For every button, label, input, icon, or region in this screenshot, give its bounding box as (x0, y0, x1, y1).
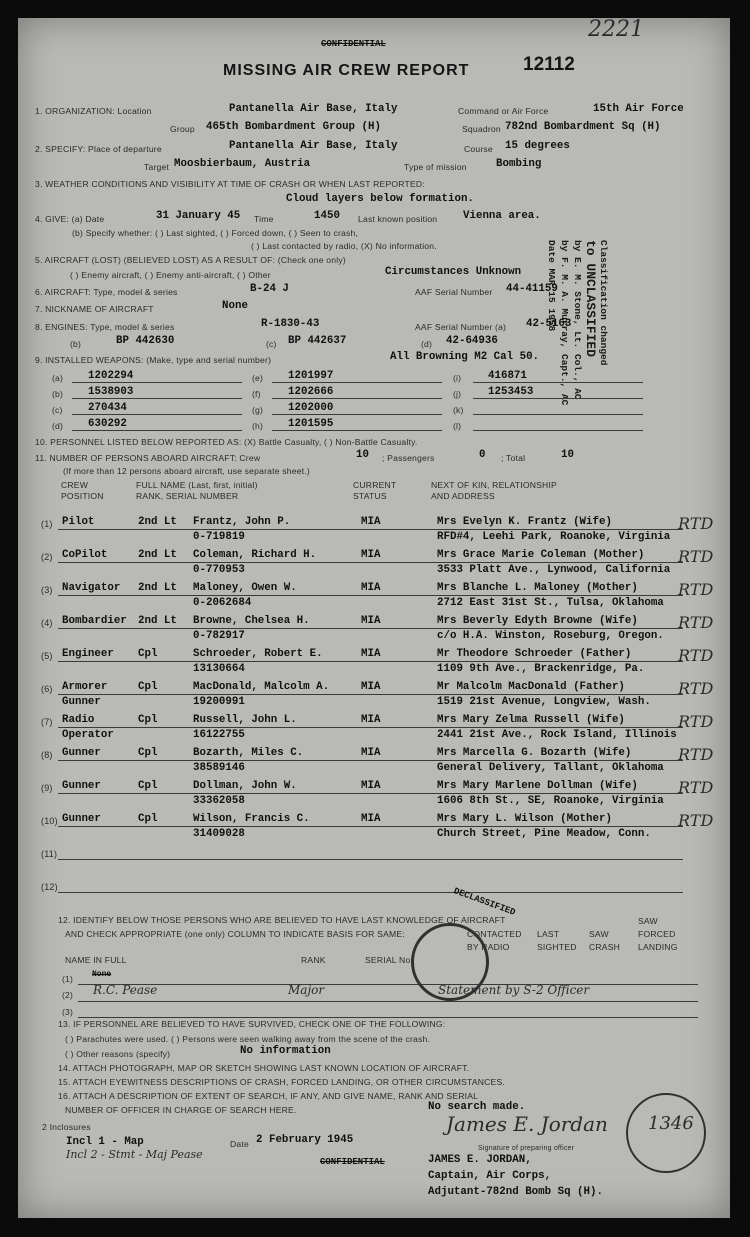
weapon-slot: (a) (52, 373, 64, 383)
weapon-slot: (j) (453, 389, 462, 399)
weapon-slot: (h) (252, 421, 264, 431)
report-date: 2 February 1945 (256, 1134, 354, 1146)
crew-next-of-kin: Mr Malcolm MacDonald (Father) (437, 681, 625, 693)
crew-rank: Cpl (138, 648, 158, 660)
crew-name: Bozarth, Miles C. (193, 747, 304, 759)
command-value: 15th Air Force (593, 103, 684, 115)
engine-c: BP 442637 (288, 335, 347, 347)
signature-handwritten: James E. Jordan (446, 1112, 608, 1136)
squadron-value: 782nd Bombardment Sq (H) (505, 121, 661, 133)
last-pos-label: Last known position (358, 214, 438, 224)
crew-count: 10 (356, 449, 369, 461)
aircraft-lost-options: ( ) Enemy aircraft, ( ) Enemy anti-aircraft, ( ) Other (70, 270, 271, 280)
crew-rank: 2nd Lt (138, 615, 177, 627)
crew-serial: 0-782917 (193, 630, 245, 642)
crew-rank: Cpl (138, 714, 158, 726)
stamp-line: Date MAR 15 1958 (546, 240, 557, 332)
mission-type-value: Bombing (496, 158, 542, 170)
crew-rtd-mark: RTD (678, 646, 714, 665)
crew-address: c/o H.A. Winston, Roseburg, Oregon. (437, 630, 664, 642)
specify-label: 2. SPECIFY: Place of departure (35, 144, 162, 154)
col-rank: RANK (301, 955, 326, 965)
aircraft-type: B-24 J (250, 283, 289, 295)
crew-position: Pilot (62, 516, 95, 528)
corner-number: 1346 (648, 1113, 694, 1134)
report-form (18, 18, 730, 1218)
crew-rank: 2nd Lt (138, 516, 177, 528)
crew-status: MIA (361, 648, 381, 660)
specify-whether: (b) Specify whether: ( ) Last sighted, ( ) Forced down, ( ) Seen to crash, (72, 228, 359, 238)
classification-top: CONFIDENTIAL (321, 39, 386, 49)
date-lost: 31 January 45 (156, 210, 241, 222)
weapon-serial: 1202294 (88, 370, 134, 382)
mission-type-label: Type of mission (404, 162, 467, 172)
header-kin: NEXT OF KIN, RELATIONSHIP AND ADDRESS (431, 480, 557, 501)
crew-next-of-kin: Mrs Mary L. Wilson (Mother) (437, 813, 612, 825)
weapon-slot: (c) (52, 405, 63, 415)
crew-rtd-mark: RTD (678, 811, 714, 830)
crew-rtd-mark: RTD (678, 580, 714, 599)
crew-row-num: (6) (41, 684, 53, 694)
course-label: Course (464, 144, 493, 154)
crew-rank: 2nd Lt (138, 549, 177, 561)
crew-address: 1519 21st Avenue, Longview, Wash. (437, 696, 651, 708)
stamp-line: by F. M. A. Murray, Capt., AC (559, 240, 570, 406)
weapon-slot: (e) (252, 373, 264, 383)
attach-photo: 14. ATTACH PHOTOGRAPH, MAP OR SKETCH SHOWING LAST KNOWN LOCATION OF AIRCRAFT. (58, 1063, 470, 1073)
weapon-serial: 270434 (88, 402, 127, 414)
crew-serial: 33362058 (193, 795, 245, 807)
crew-rtd-mark: RTD (678, 712, 714, 731)
crew-row-num: (5) (41, 651, 53, 661)
crew-address: General Delivery, Tallant, Oklahoma (437, 762, 664, 774)
crew-next-of-kin: Mrs Mary Marlene Dollman (Wife) (437, 780, 638, 792)
weapon-serial: 416871 (488, 370, 527, 382)
reclassification-stamp (530, 240, 610, 450)
last-pos-value: Vienna area. (463, 210, 541, 222)
crew-rank: Cpl (138, 681, 158, 693)
crew-status: MIA (361, 582, 381, 594)
crew-row-num: (2) (41, 552, 53, 562)
crew-position: Armorer (62, 681, 108, 693)
crew-position: Bombardier (62, 615, 127, 627)
give-label: 4. GIVE: (a) Date (35, 214, 105, 224)
search-line1: 16. ATTACH A DESCRIPTION OF EXTENT OF SEARCH, IF ANY, AND GIVE NAME, RANK AND SERIAL (58, 1091, 479, 1101)
weapon-serial: 1201997 (288, 370, 334, 382)
crew-serial: 0-770953 (193, 564, 245, 576)
crew-row-num: (9) (41, 783, 53, 793)
crew-next-of-kin: Mr Theodore Schroeder (Father) (437, 648, 632, 660)
date-label: Date (230, 1139, 249, 1149)
crew-position: Engineer (62, 648, 114, 660)
crew-serial: 13130664 (193, 663, 245, 675)
weapon-slot: (g) (252, 405, 264, 415)
crew-status: MIA (361, 516, 381, 528)
crew-row-num: (1) (41, 519, 53, 529)
crew-next-of-kin: Mrs Mary Zelma Russell (Wife) (437, 714, 625, 726)
attach-eyewitness: 15. ATTACH EYEWITNESS DESCRIPTIONS OF CRASH, FORCED LANDING, OR OTHER CIRCUMSTANCES. (58, 1077, 506, 1087)
crew-address: 1109 9th Ave., Brackenridge, Pa. (437, 663, 645, 675)
col-last-sighted: LAST SIGHTED (537, 929, 577, 952)
crew-status: MIA (361, 615, 381, 627)
weapon-slot: (d) (52, 421, 64, 431)
crew-status: MIA (361, 714, 381, 726)
col-contacted: CONTACTED BY RADIO (467, 929, 522, 952)
crew-next-of-kin: Mrs Marcella G. Bozarth (Wife) (437, 747, 632, 759)
passenger-count: 0 (479, 449, 486, 461)
report-number: 12112 (523, 54, 575, 75)
survived-line2: ( ) Parachutes were used. ( ) Persons were seen walking away from the scene of the crash. (65, 1034, 431, 1044)
crew-row-num: (7) (41, 717, 53, 727)
signer-title1: Captain, Air Corps, (428, 1170, 552, 1182)
weapon-slot: (k) (453, 405, 464, 415)
handwritten-number: 2221 (588, 17, 644, 42)
engine-d-label: (d) (421, 339, 433, 349)
identify-row2-rank: Major (288, 983, 325, 997)
crew-status: MIA (361, 780, 381, 792)
engines-type: R-1830-43 (261, 318, 320, 330)
header-position: CREW POSITION (61, 480, 104, 501)
weapon-serial: 1538903 (88, 386, 134, 398)
crew-serial: 0-719819 (193, 531, 245, 543)
crew-serial: 38589146 (193, 762, 245, 774)
passengers-label: ; Passengers (382, 453, 435, 463)
course-value: 15 degrees (505, 140, 570, 152)
crew-position: Gunner (62, 813, 101, 825)
crew-next-of-kin: Mrs Blanche L. Maloney (Mother) (437, 582, 638, 594)
col-saw-crash: SAW CRASH (589, 929, 621, 952)
crew-rtd-mark: RTD (678, 613, 714, 632)
survived-line1: 13. IF PERSONNEL ARE BELIEVED TO HAVE SURVIVED, CHECK ONE OF THE FOLLOWING: (58, 1019, 446, 1029)
crew-position: Gunner (62, 747, 101, 759)
crew-row-num: (3) (41, 585, 53, 595)
crew-row-num: (12) (41, 882, 58, 892)
header-name: FULL NAME (Last, first, initial) RANK, SERIAL NUMBER (136, 480, 258, 501)
weapon-serial: 1202000 (288, 402, 334, 414)
total-label: ; Total (501, 453, 526, 463)
target-value: Moosbierbaum, Austria (174, 158, 311, 170)
header-status: CURRENT STATUS (353, 480, 397, 501)
crew-address: 2441 21st Ave., Rock Island, Illinois (437, 729, 677, 741)
command-label: Command or Air Force (458, 106, 549, 116)
group-value: 465th Bombardment Group (H) (206, 121, 381, 133)
crew-address: 3533 Platt Ave., Lynwood, California (437, 564, 671, 576)
aircraft-lost-label: 5. AIRCRAFT (LOST) (BELIEVED LOST) AS A RESULT OF: (Check one only) (35, 255, 346, 265)
stamp-line: to UNCLASSIFIED (583, 240, 598, 358)
weapon-slot: (i) (453, 373, 462, 383)
inclosures-label: 2 Inclosures (42, 1122, 91, 1132)
specify-whether-2: ( ) Last contacted by radio, (X) No information. (251, 241, 437, 251)
survived-line3: ( ) Other reasons (specify) (65, 1049, 171, 1059)
aircraft-serial: 44-41159 (506, 283, 558, 295)
crew-row-num: (8) (41, 750, 53, 760)
crew-next-of-kin: Mrs Beverly Edyth Browne (Wife) (437, 615, 638, 627)
crew-rtd-mark: RTD (678, 778, 714, 797)
col-forced-landing: SAW FORCED LANDING (638, 916, 678, 952)
org-label: 1. ORGANIZATION: Location (35, 106, 152, 116)
crew-address: Church Street, Pine Meadow, Conn. (437, 828, 651, 840)
search-value: No search made. (428, 1101, 526, 1113)
identify-row1-num: (1) (62, 974, 74, 984)
crew-next-of-kin: Mrs Grace Marie Coleman (Mother) (437, 549, 645, 561)
target-label: Target (144, 162, 170, 172)
signer-title2: Adjutant-782nd Bomb Sq (H). (428, 1186, 603, 1198)
declassified-stamp: DECLASSIFIED (452, 886, 517, 918)
aircraft-lost-other: Circumstances Unknown (385, 266, 522, 278)
col-serial: SERIAL No. (365, 955, 414, 965)
stamp-line: Classification changed (598, 240, 609, 366)
engine-b: BP 442630 (116, 335, 175, 347)
identify-row2-num: (2) (62, 990, 74, 1000)
crew-rank: Cpl (138, 747, 158, 759)
persons-note: (If more than 12 persons aboard aircraft, use separate sheet.) (63, 466, 310, 476)
crew-position: Gunner (62, 780, 101, 792)
crew-address: 1606 8th St., SE, Roanoke, Virginia (437, 795, 664, 807)
identify-row2-name: R.C. Pease (93, 983, 158, 997)
weapon-slot: (b) (52, 389, 64, 399)
nickname-label: 7. NICKNAME OF AIRCRAFT (35, 304, 154, 314)
crew-name: Coleman, Richard H. (193, 549, 317, 561)
departure-value: Pantanella Air Base, Italy (229, 140, 398, 152)
time-lost: 1450 (314, 210, 340, 222)
crew-name: Schroeder, Robert E. (193, 648, 323, 660)
persons-aboard-label: 11. NUMBER OF PERSONS ABOARD AIRCRAFT: Crew (35, 453, 261, 463)
weapon-slot: (f) (252, 389, 261, 399)
identify-line2: AND CHECK APPROPRIATE (one only) COLUMN TO INDICATE BASIS FOR SAME: (65, 929, 405, 939)
time-label: Time (254, 214, 274, 224)
weapon-serial: 630292 (88, 418, 127, 430)
crew-status: MIA (361, 813, 381, 825)
crew-address: 2712 East 31st St., Tulsa, Oklahoma (437, 597, 664, 609)
crew-position: CoPilot (62, 549, 108, 561)
crew-row-num: (11) (41, 849, 58, 859)
identify-row1-name: None (92, 970, 112, 979)
weapons-make: All Browning M2 Cal 50. (390, 351, 540, 363)
search-line2: NUMBER OF OFFICER IN CHARGE OF SEARCH HERE. (65, 1105, 297, 1115)
crew-name: Russell, John L. (193, 714, 297, 726)
crew-address: RFD#4, Leehi Park, Roanoke, Virginia (437, 531, 671, 543)
form-title: MISSING AIR CREW REPORT (223, 62, 470, 79)
identify-row3-num: (3) (62, 1007, 74, 1017)
crew-rtd-mark: RTD (678, 679, 714, 698)
crew-name: Dollman, John W. (193, 780, 297, 792)
crew-rank: 2nd Lt (138, 582, 177, 594)
crew-next-of-kin: Mrs Evelyn K. Frantz (Wife) (437, 516, 612, 528)
signature-label: Signature of preparing officer (478, 1145, 575, 1152)
round-stamp (411, 923, 489, 1001)
crew-position-2: Operator (62, 729, 114, 741)
crew-serial: 16122755 (193, 729, 245, 741)
signer-name: JAMES E. JORDAN, (428, 1154, 532, 1166)
crew-name: Maloney, Owen W. (193, 582, 297, 594)
crew-name: MacDonald, Malcolm A. (193, 681, 330, 693)
col-name: NAME IN FULL (65, 955, 127, 965)
crew-name: Frantz, John P. (193, 516, 291, 528)
crew-serial: 19200991 (193, 696, 245, 708)
identify-row2-note: Statement by S-2 Officer (438, 983, 590, 997)
crew-rtd-mark: RTD (678, 514, 714, 533)
engines-label: 8. ENGINES: Type, model & series (35, 322, 175, 332)
weapon-serial: 1253453 (488, 386, 534, 398)
nickname-value: None (222, 300, 248, 312)
weapon-serial: 1201595 (288, 418, 334, 430)
org-location: Pantanella Air Base, Italy (229, 103, 398, 115)
crew-serial: 31409028 (193, 828, 245, 840)
aircraft-type-label: 6. AIRCRAFT: Type, model & series (35, 287, 178, 297)
weapons-label: 9. INSTALLED WEAPONS: (Make, type and serial number) (35, 355, 272, 365)
crew-name: Wilson, Francis C. (193, 813, 310, 825)
crew-status: MIA (361, 747, 381, 759)
crew-status: MIA (361, 681, 381, 693)
crew-position-2: Gunner (62, 696, 101, 708)
aircraft-serial-label: AAF Serial Number (415, 287, 493, 297)
stamp-line: by E. M. Stone, Lt. Col., AC (572, 240, 583, 400)
crew-rank: Cpl (138, 813, 158, 825)
engine-c-label: (c) (266, 339, 277, 349)
crew-rtd-mark: RTD (678, 547, 714, 566)
weather-value: Cloud layers below formation. (286, 193, 474, 205)
weapon-slot: (l) (453, 421, 462, 431)
inclosure-1: Incl 1 - Map (66, 1136, 144, 1148)
squadron-label: Squadron (462, 124, 501, 134)
engines-serial-label: AAF Serial Number (a) (415, 322, 507, 332)
crew-position: Radio (62, 714, 95, 726)
classification-bottom: CONFIDENTIAL (320, 1157, 385, 1167)
crew-status: MIA (361, 549, 381, 561)
personnel-status: 10. PERSONNEL LISTED BELOW REPORTED AS: (X) Battle Casualty, ( ) Non-Battle Casualty. (35, 437, 418, 447)
crew-row-num: (4) (41, 618, 53, 628)
engine-a: 42-5163 (526, 318, 572, 330)
crew-rtd-mark: RTD (678, 745, 714, 764)
crew-name: Browne, Chelsea H. (193, 615, 310, 627)
total-count: 10 (561, 449, 574, 461)
group-label: Group (170, 124, 195, 134)
crew-position: Navigator (62, 582, 121, 594)
weapon-serial: 1202666 (288, 386, 334, 398)
identify-line1: 12. IDENTIFY BELOW THOSE PERSONS WHO ARE BELIEVED TO HAVE LAST KNOWLEDGE OF AIRCRAFT (58, 915, 506, 925)
survived-other: No information (240, 1045, 331, 1057)
crew-row-num: (10) (41, 816, 58, 826)
engine-d: 42-64936 (446, 335, 498, 347)
crew-rank: Cpl (138, 780, 158, 792)
weather-label: 3. WEATHER CONDITIONS AND VISIBILITY AT TIME OF CRASH OR WHEN LAST REPORTED: (35, 179, 425, 189)
engine-b-label: (b) (70, 339, 82, 349)
crew-serial: 0-2062684 (193, 597, 252, 609)
inclosure-2: Incl 2 - Stmt - Maj Pease (66, 1148, 203, 1161)
